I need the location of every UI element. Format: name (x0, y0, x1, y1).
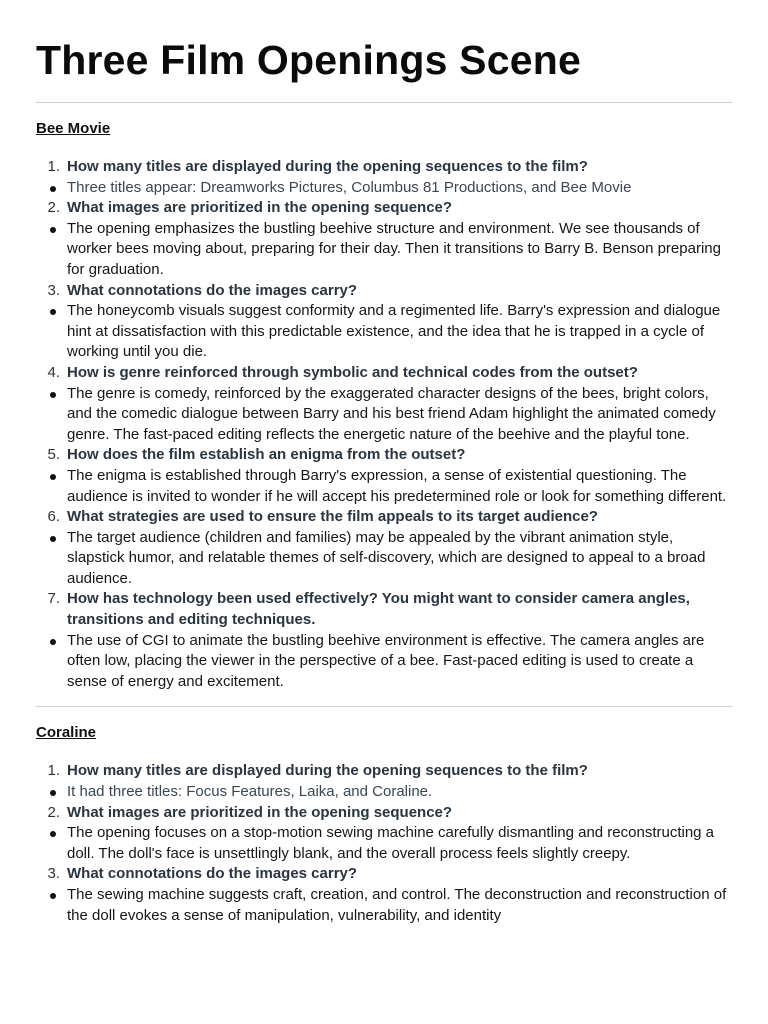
answer-text: The genre is comedy, reinforced by the exaggerated character designs of the bees, bright colors, and the comedic dialogue between Barry and his best friend Adam highlight the animated comedy genre. The fast-paced editing reflects the energetic nature of the beehive and the playful tone. (67, 384, 716, 443)
question-number: 3. (47, 281, 60, 299)
answer-item (36, 466, 732, 507)
answer-item (36, 384, 732, 446)
bullet-icon (36, 384, 67, 446)
question-item (36, 803, 732, 824)
question-text: What images are prioritized in the opening sequence? (67, 803, 453, 821)
divider (36, 706, 732, 707)
question-item (36, 445, 732, 466)
answer-item (36, 823, 732, 864)
bullet-icon (36, 885, 67, 926)
question-text: How many titles are displayed during the opening sequences to the film? (67, 762, 588, 780)
question-item (36, 363, 732, 384)
answer-text: Three titles appear: Dreamworks Pictures, Columbus 81 Productions, and Bee Movie (67, 178, 632, 196)
divider (36, 102, 732, 103)
answer-item (36, 885, 732, 926)
bullet-icon (36, 528, 67, 590)
question-text: What connotations do the images carry? (67, 281, 358, 299)
question-item (36, 589, 732, 630)
answer-item (36, 528, 732, 590)
answer-text: The honeycomb visuals suggest conformity and a regimented life. Barry's expression and dialogue hint at dissatisfaction with this predictable existence, and the idea that he is trapped in a cycle of working until you die. (67, 302, 721, 361)
question-text: How is genre reinforced through symbolic and technical codes from the outset? (67, 363, 638, 381)
answer-item (36, 631, 732, 693)
bullet-icon (36, 782, 67, 803)
bullet-icon (36, 178, 67, 199)
answer-item (36, 178, 732, 199)
answer-text: The opening focuses on a stop-motion sewing machine carefully dismantling and reconstructing a doll. The doll's face is unsettlingly blank, and the overall process feels slightly creepy. (67, 824, 715, 862)
question-text: How has technology been used effectively? You might want to consider camera angles, transitions and editing techniques. (67, 590, 690, 629)
bullet-icon (36, 631, 67, 693)
answer-text: The use of CGI to animate the bustling beehive environment is effective. The camera angles are often low, placing the viewer in the perspective of a bee. Fast-paced editing is used to create a sense of energy and excitement. (67, 631, 705, 690)
question-number: 7. (47, 590, 60, 608)
bullet-icon (36, 301, 67, 363)
question-number: 2. (47, 803, 60, 821)
answer-text: The target audience (children and families) may be appealed by the vibrant animation style, slapstick humor, and relatable themes of self-discovery, which are designed to appeal to a broad audience. (67, 528, 706, 587)
question-list (36, 157, 732, 692)
page-title: Three Film Openings Scene (36, 37, 581, 83)
question-text: What images are prioritized in the opening sequence? (67, 199, 453, 217)
section-heading: Bee Movie (36, 120, 111, 137)
answer-text: The sewing machine suggests craft, creation, and control. The deconstruction and reconstruction of the doll evokes a sense of manipulation, vulnerability, and identity (67, 886, 727, 924)
answer-text: It had three titles: Focus Features, Laika, and Coraline. (67, 783, 433, 801)
question-number: 1. (47, 762, 60, 780)
question-item (36, 864, 732, 885)
question-item (36, 198, 732, 219)
question-number: 2. (47, 199, 60, 217)
question-text: How many titles are displayed during the opening sequences to the film? (67, 158, 588, 175)
answer-item (36, 301, 732, 363)
bullet-icon (36, 219, 67, 281)
question-list (36, 761, 732, 926)
question-item (36, 761, 732, 782)
question-text: How does the film establish an enigma from the outset? (67, 446, 466, 464)
bullet-icon (36, 466, 67, 507)
question-number: 3. (47, 865, 60, 883)
section-heading: Coraline (36, 724, 97, 742)
question-number: 5. (47, 446, 60, 464)
question-number: 1. (47, 158, 60, 175)
question-item (36, 281, 732, 302)
question-item (36, 507, 732, 528)
question-number: 4. (47, 363, 60, 381)
bullet-icon (36, 823, 67, 864)
answer-text: The enigma is established through Barry's expression, a sense of existential questioning. The audience is invited to wonder if he will accept his predetermined role or look for something different. (67, 466, 727, 505)
question-text: What connotations do the images carry? (67, 865, 358, 883)
section-bee-movie (36, 119, 732, 692)
section-coraline (36, 723, 732, 926)
question-item (36, 157, 732, 178)
question-number: 6. (47, 508, 60, 526)
answer-text: The opening emphasizes the bustling beehive structure and environment. We see thousands of worker bees moving about, preparing for their day. Then it transitions to Barry B. Benson preparing for graduation. (67, 219, 721, 278)
question-text: What strategies are used to ensure the film appeals to its target audience? (67, 508, 598, 526)
answer-item (36, 219, 732, 281)
answer-item (36, 782, 732, 803)
